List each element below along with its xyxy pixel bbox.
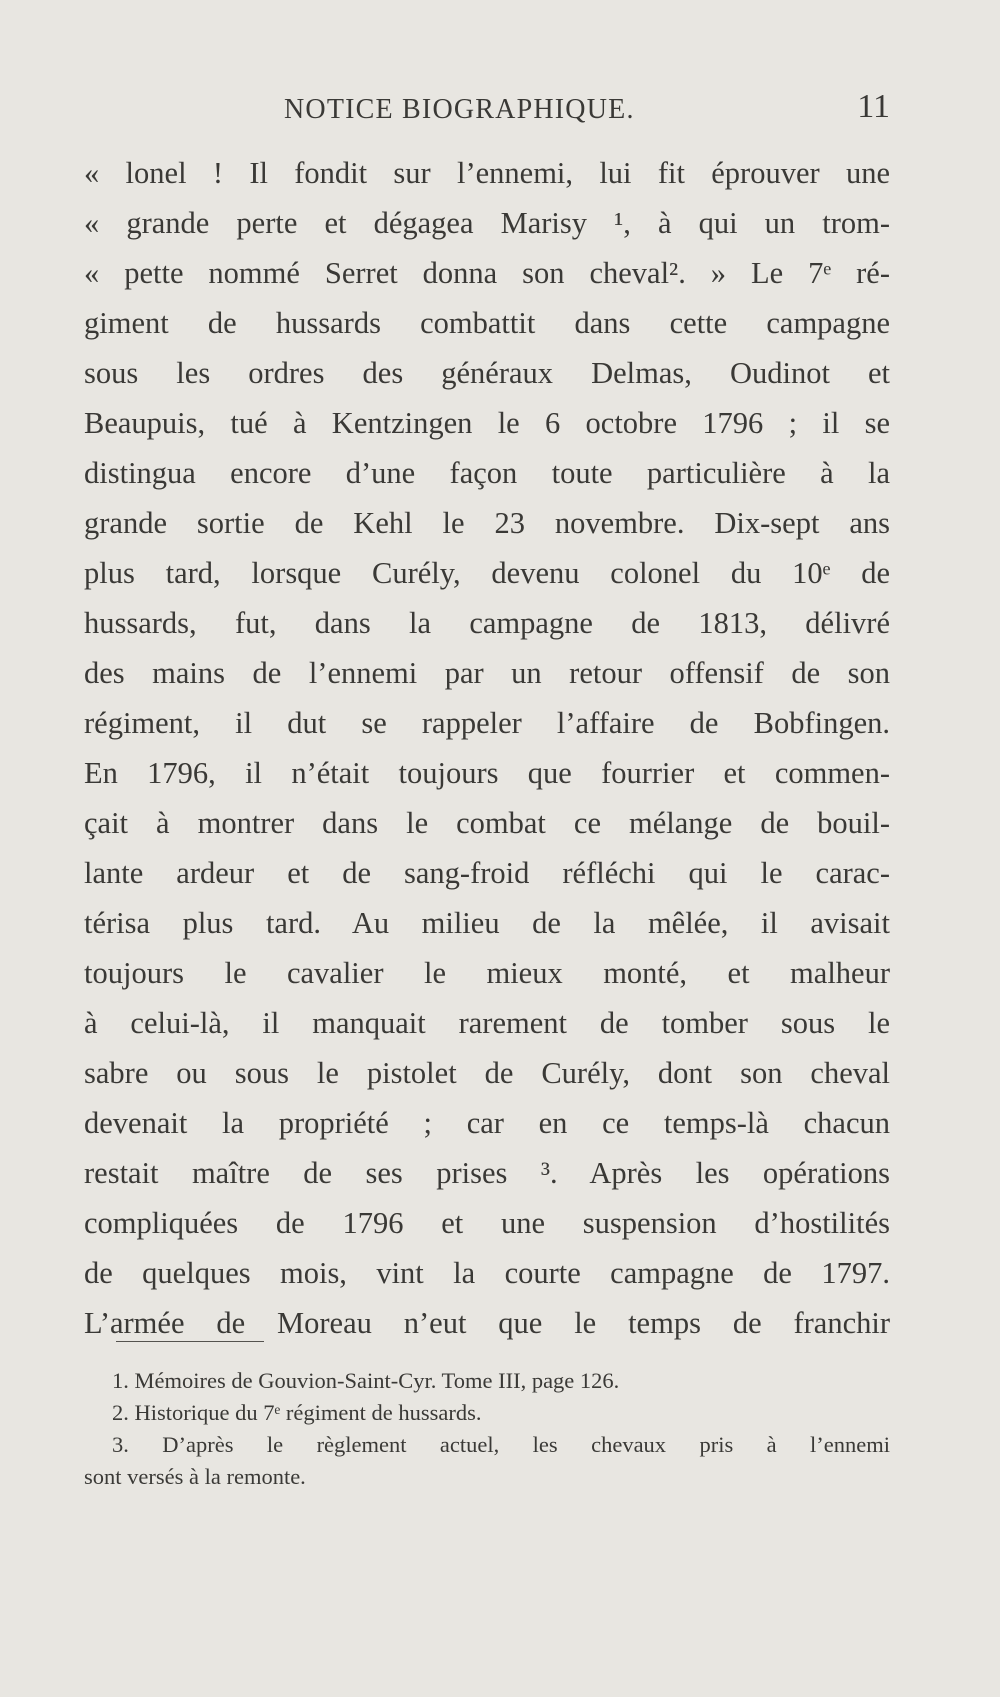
body-line: çait à montrer dans le combat ce mélange de bouil- [84, 806, 890, 840]
body-line: « grande perte et dégagea Marisy ¹, à qui un trom- [84, 206, 890, 240]
body-line: « lonel ! Il fondit sur l’ennemi, lui fit éprouver une [84, 156, 890, 190]
body-line: à celui-là, il manquait rarement de tomber sous le [84, 1006, 890, 1040]
running-head [84, 88, 890, 144]
body-line: sabre ou sous le pistolet de Curély, dont son cheval [84, 1056, 890, 1090]
body-line: plus tard, lorsque Curély, devenu colonel du 10ᵉ de [84, 556, 890, 590]
body-line: restait maître de ses prises ³. Après les opérations [84, 1156, 890, 1190]
body-line: sous les ordres des généraux Delmas, Oudinot et [84, 356, 890, 390]
body-line: régiment, il dut se rappeler l’affaire de Bobfingen. [84, 706, 890, 740]
footnote-3-continuation: sont versés à la remonte. [84, 1464, 306, 1489]
running-title: NOTICE BIOGRAPHIQUE. [284, 94, 635, 125]
body-line: En 1796, il n’était toujours que fourrier et commen- [84, 756, 890, 790]
page-number: 11 [857, 88, 890, 125]
body-line: Beaupuis, tué à Kentzingen le 6 octobre 1796 ; il se [84, 406, 890, 440]
body-line: devenait la propriété ; car en ce temps-là chacun [84, 1106, 890, 1140]
body-line: grande sortie de Kehl le 23 novembre. Dix-sept ans [84, 506, 890, 540]
body-line: térisa plus tard. Au milieu de la mêlée, il avisait [84, 906, 890, 940]
body-line: giment de hussards combattit dans cette campagne [84, 306, 890, 340]
body-text [84, 148, 890, 1348]
body-line: toujours le cavalier le mieux monté, et malheur [84, 956, 890, 990]
body-line: « pette nommé Serret donna son cheval². » Le 7ᵉ ré- [84, 256, 890, 290]
body-line: L’armée de Moreau n’eut que le temps de franchir [84, 1306, 890, 1340]
footnote-3: 3. D’après le règlement actuel, les chevaux pris à l’ennemi [112, 1432, 890, 1457]
footnotes [84, 1365, 890, 1493]
body-line: distingua encore d’une façon toute particulière à la [84, 456, 890, 490]
footnote-1: 1. Mémoires de Gouvion-Saint-Cyr. Tome III, page 126. [112, 1368, 620, 1393]
body-line: des mains de l’ennemi par un retour offensif de son [84, 656, 890, 690]
body-line: compliquées de 1796 et une suspension d’hostilités [84, 1206, 890, 1240]
body-line: de quelques mois, vint la courte campagne de 1797. [84, 1256, 890, 1290]
footnote-rule [116, 1341, 264, 1342]
body-line: hussards, fut, dans la campagne de 1813, délivré [84, 606, 890, 640]
footnote-2: 2. Historique du 7ᵉ régiment de hussards. [112, 1400, 482, 1425]
body-line: lante ardeur et de sang-froid réfléchi qui le carac- [84, 856, 890, 890]
